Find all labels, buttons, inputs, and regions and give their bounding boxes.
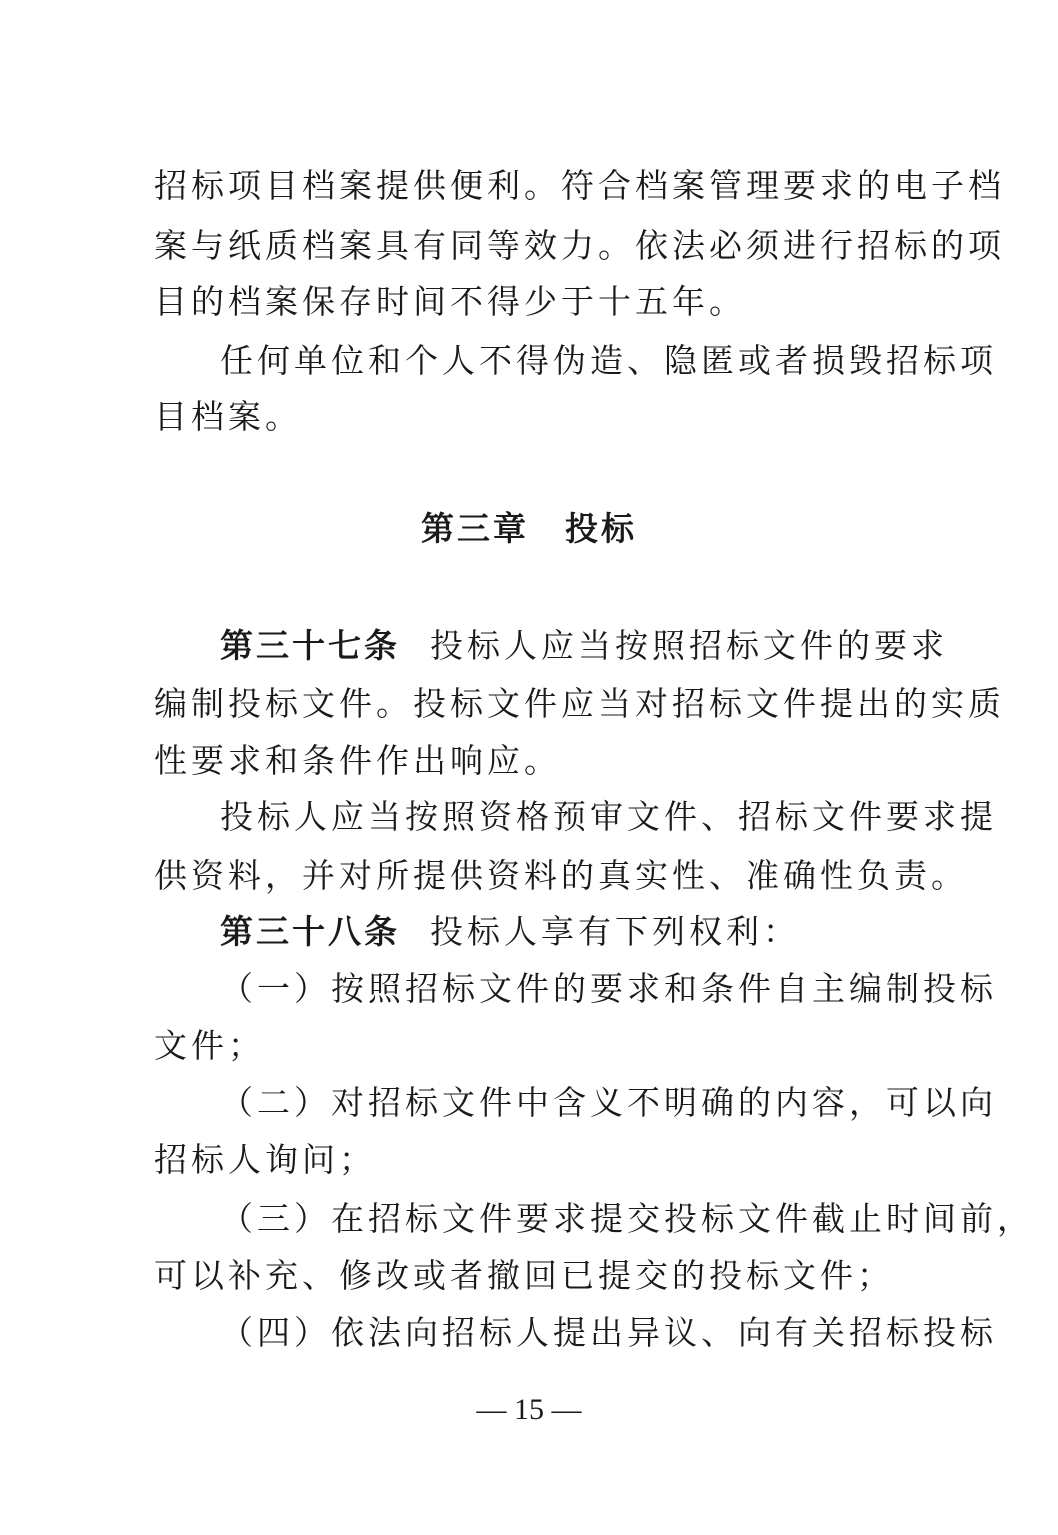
- article-38-intro: 投标人享有下列权利：: [430, 912, 800, 951]
- paragraph-1-line-3: 目的档案保存时间不得少于十五年。: [154, 282, 746, 321]
- article-38-heading: 第三十八条: [220, 912, 400, 951]
- paragraph-3-line-2: 供资料，并对所提供资料的真实性、准确性负责。: [154, 856, 968, 895]
- paragraph-1-line-2: 案与纸质档案具有同等效力。依法必须进行招标的项: [154, 226, 1005, 265]
- item-1-line-2: 文件；: [154, 1026, 265, 1065]
- page-number: — 15 —: [476, 1393, 582, 1426]
- chapter-title: 第三章 投标: [421, 509, 637, 548]
- item-3-line-2: 可以补充、修改或者撤回已提交的投标文件；: [154, 1256, 894, 1295]
- paragraph-2-line-1: 任何单位和个人不得伪造、隐匿或者损毁招标项: [220, 341, 997, 380]
- article-37-line-3: 性要求和条件作出响应。: [154, 741, 561, 780]
- paragraph-3-line-1: 投标人应当按照资格预审文件、招标文件要求提: [220, 797, 997, 836]
- item-1-line-1: （一）按照招标文件的要求和条件自主编制投标: [220, 969, 997, 1008]
- paragraph-1-line-1: 招标项目档案提供便利。符合档案管理要求的电子档: [154, 166, 1005, 205]
- paragraph-2-line-2: 目档案。: [154, 397, 302, 436]
- item-4-line-1: （四）依法向招标人提出异议、向有关招标投标: [220, 1313, 997, 1352]
- article-38-line: [220, 912, 914, 952]
- article-37-first-line: [220, 626, 948, 666]
- item-2-line-2: 招标人询问；: [154, 1140, 376, 1179]
- article-37-line-1: 投标人应当按照招标文件的要求: [430, 626, 948, 665]
- item-3-line-1: （三）在招标文件要求提交投标文件截止时间前，: [220, 1199, 1034, 1238]
- item-2-line-1: （二）对招标文件中含义不明确的内容，可以向: [220, 1083, 997, 1122]
- article-37-line-2: 编制投标文件。投标文件应当对招标文件提出的实质: [154, 684, 1005, 723]
- article-37-heading: 第三十七条: [220, 626, 400, 665]
